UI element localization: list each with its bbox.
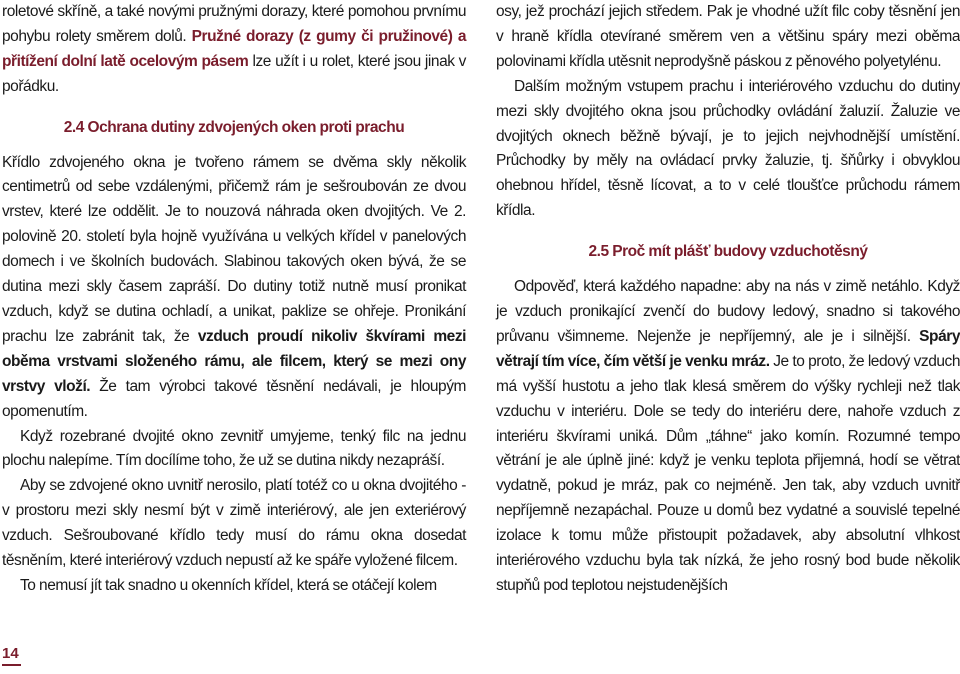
section-heading: 2.4 Ochrana dutiny zdvojených oken proti prachu bbox=[63, 118, 405, 136]
highlight-text: Pružné dorazy (z gumy či pružinové) a přitížení dolní latě ocelovým pásem bbox=[2, 27, 466, 70]
paragraph: To nemusí jít tak snadno u okenních křídel, která se otáčejí kolem bbox=[20, 576, 437, 594]
page-number: 14 bbox=[2, 644, 21, 666]
text-run: Křídlo zdvojeného okna je tvořeno rámem se dvěma skly několik centimetrů od sebe vzdálenými, přičemž rám je sešroubován ze dvou vrstev, které lze oddělit. Je to nouzová náhrada oken dvojitých. Ve 2. polovině 20. století byla hojně využívána u velkých křídel v panelových domech i ve školních budovách. Slabinou takových oken bývá, že se dutina mezi skly časem zapráší. Do dutiny totiž nutně musí pronikat vzduch, když se dutina ochladí, a unikat, paklize se ohřeje. Pronikání prachu lze zabránit tak, že bbox=[2, 153, 466, 345]
paragraph: Aby se zdvojené okno uvnitř nerosilo, platí totéž co u okna dvojitého - v prostoru mezi skly nesmí být v zimě interiérový, ale jen exteriérový vzduch. Sešroubované křídlo tedy musí do rámu okna dosedat těsněním, které interiérový vzduch nepustí až ke spáře vyložené filcem. bbox=[2, 477, 466, 570]
paragraph bbox=[2, 0, 466, 100]
bold-text: vzduch proudí nikoliv škvírami mezi oběma vrstvami složeného rámu, ale filcem, který se mezi ony vrstvy vloží. bbox=[2, 327, 466, 395]
text-run: Odpověď, která každého napadne: aby na nás v zimě netáhlo. Když je vzduch pronikající zvenčí do budovy ledový, snadno si takového průvanu všimneme. Nejenže je nepříjemný, ale je i silnější. bbox=[496, 278, 960, 345]
section-heading: 2.5 Proč mít plášť budovy vzduchotěsný bbox=[588, 243, 868, 261]
paragraph bbox=[496, 275, 960, 599]
paragraph: osy, jež prochází jejich středem. Pak je vhodné užít filc coby těsnění jen v hraně křídla otevírané směrem ven a většinu spáry mezi oběma polovinami křídla utěsnit neprodyšně páskou z pěnového polyetylénu. bbox=[496, 3, 960, 70]
paragraph: Dalším možným vstupem prachu i interiérového vzduchu do dutiny mezi skly dvojitého okna jsou průchodky ovládání žaluzií. Žaluzie ve dvojitých oknech běžně bývají, je to jejich nejvhodnější umístění. Průchodky by měly na ovládací prvky žaluzie, tj. šňůrky i obvyklou ohebnou hřídel, těsně lícovat, a to v celé tloušťce průchodu rámem křídla. bbox=[496, 77, 960, 220]
text-run: Je to proto, že ledový vzduch má vyšší hustotu a jeho tlak klesá směrem do výšky rychleji než tlak vzduchu v interiéru. Dole se tedy do interiéru dere, nahoře vzduch z interiéru škvírami uniká. Dům „táhne“ jako komín. Rozumné tempo větrání je ale úplně jiné: když je venku teplota přijemná, hodí se větrat vydatně, pokud je mráz, pak co nejméně. Jen tak, aby vzduch uvnitř nepříjemně nezapáchal. Pouze u domů bez vydatné a souvislé tepelné izolace k tomu může přistoupit požadavek, aby absolutní vlhkost interiérového vzduchu byla tak nízká, že jeho rosný bod bude několik stupňů pod teplotou nejstudenějších bbox=[496, 352, 960, 594]
left-column bbox=[2, 0, 466, 599]
text-run: lze užít i u rolet, které jsou jinak v pořádku. bbox=[2, 52, 466, 95]
right-column bbox=[496, 0, 960, 599]
paragraph bbox=[2, 151, 466, 425]
text-run: roletové skříně, a také novými pružnými dorazy, které pomohou prvnímu pohybu rolety směrem dolů. bbox=[2, 3, 466, 45]
text-run: Že tam výrobci takové těsnění nedávali, je hloupým opomenutím. bbox=[2, 377, 466, 420]
bold-text: Spáry větrají tím více, čím větší je venku mráz. bbox=[496, 327, 960, 370]
paragraph: Když rozebrané dvojité okno zevnitř umyjeme, tenký filc na jednu plochu nalepíme. Tím docílíme toho, že už se dutina nikdy nezapráší. bbox=[2, 427, 466, 470]
